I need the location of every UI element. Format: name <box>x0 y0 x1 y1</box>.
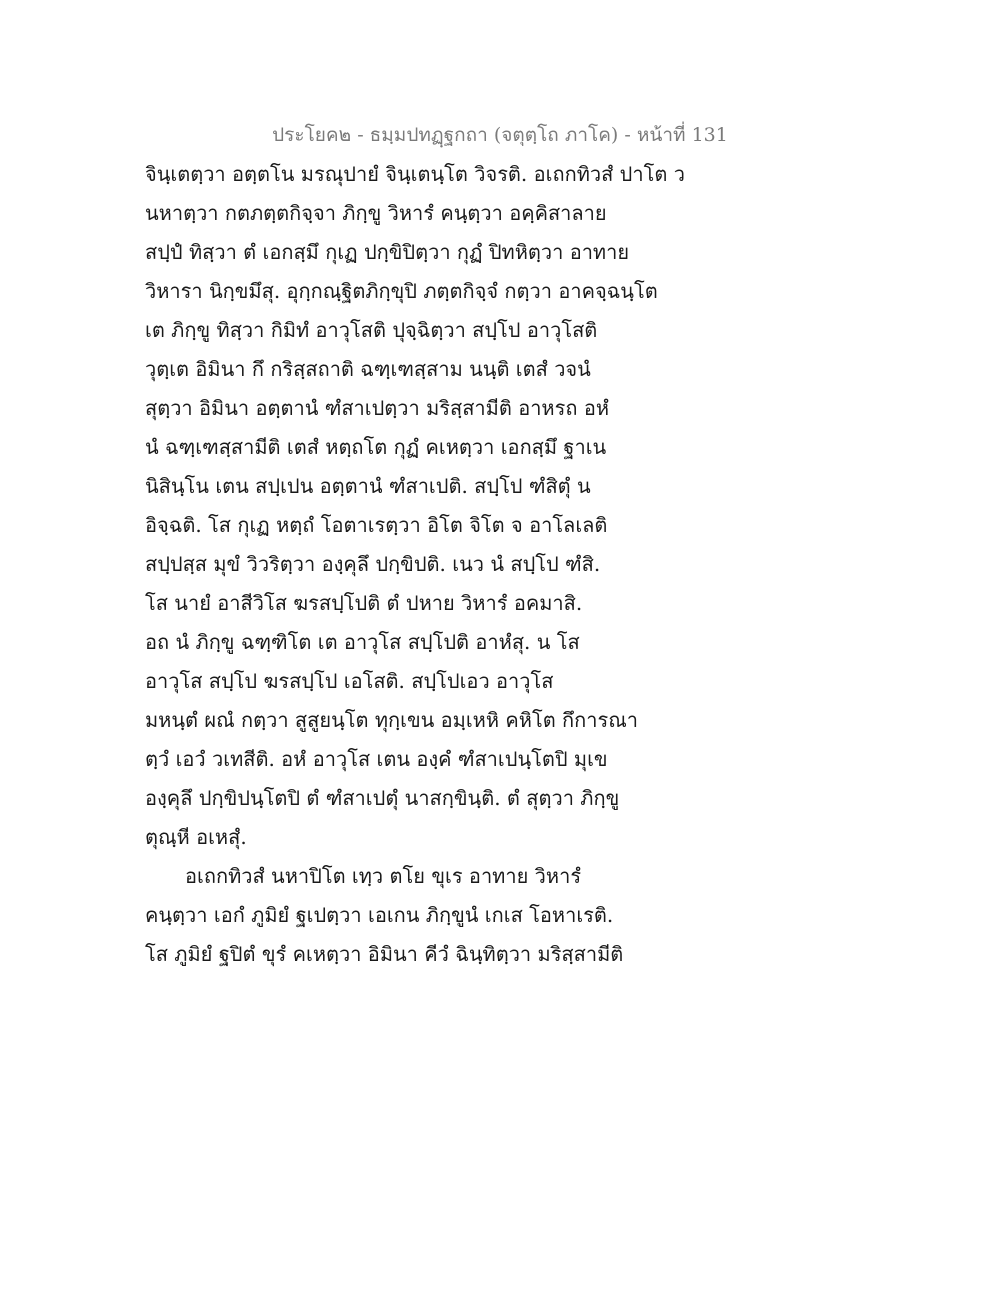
text-line: คนฺตฺวา เอกํ ภูมิยํ ฐเปตฺวา เอเกน ภิกฺขูนํ เกเส โอหาเรติ. <box>145 903 614 927</box>
text-line: ตฺวํ เอวํ วเทสีติ. อหํ อาวุโส เตน องฺคํ ฑํสาเปนฺโตปิ มุเข <box>145 747 608 771</box>
text-line: นํ ฉฑฺเฑสฺสามีติ เตสํ หตฺถโต กุฏํ คเหตฺวา เอกสฺมึ ฐาเน <box>145 435 607 459</box>
text-line: อเถกทิวสํ นหาปิโต เทฺว ตโย ขุเร อาทาย วิหารํ <box>185 864 582 888</box>
text-line: นหาตฺวา กตภตฺตกิจฺจา ภิกฺขู วิหารํ คนฺตฺวา อคฺคิสาลาย <box>145 201 607 225</box>
text-line: เต ภิกฺขู ทิสฺวา กิมิทํ อาวุโสติ ปุจฺฉิตฺวา สปฺโป อาวุโสติ <box>145 318 598 342</box>
text-line: สปฺปํ ทิสฺวา ตํ เอกสฺมึ กุเฏ ปกฺขิปิตฺวา กุฏํ ปิทหิตฺวา อาทาย <box>145 240 630 264</box>
text-line: อิจฺฉติ. โส กุเฏ หตฺถํ โอตาเรตฺวา อิโต จิโต จ อาโลเลติ <box>145 513 608 537</box>
body-text <box>145 155 705 974</box>
text-line: โส ภูมิยํ ฐปิตํ ขุรํ คเหตฺวา อิมินา คีวํ ฉินฺทิตฺวา มริสฺสามีติ <box>145 942 624 966</box>
text-line: วุตฺเต อิมินา กึ กริสฺสถาติ ฉฑฺเฑสฺสาม นนฺติ เตสํ วจนํ <box>145 357 591 381</box>
text-line: วิหารา นิกฺขมึสุ. อุกฺกณฺฐิตภิกฺขุปิ ภตฺตกิจฺจํ กตฺวา อาคจฺฉนฺโต <box>145 279 658 303</box>
text-line: องฺคุลึ ปกฺขิปนฺโตปิ ตํ ฑํสาเปตุํ นาสกฺขินฺติ. ตํ สุตฺวา ภิกฺขู <box>145 786 620 810</box>
text-line: สุตฺวา อิมินา อตฺตานํ ฑํสาเปตฺวา มริสฺสามีติ อาหรถ อหํ <box>145 396 610 420</box>
text-line: มหนฺตํ ผณํ กตฺวา สูสูยนฺโต ทุกฺเขน อมฺเหหิ คหิโต กึการณา <box>145 708 639 732</box>
text-line: ตุณฺหี อเหสุํ. <box>145 825 247 849</box>
text-line: โส นายํ อาสีวิโส ฆรสปฺโปติ ตํ ปหาย วิหารํ อคมาสิ. <box>145 591 583 615</box>
text-line: อถ นํ ภิกฺขู ฉฑฺฑิโต เต อาวุโส สปฺโปติ อาหํสุ. น โส <box>145 630 580 654</box>
text-line: อาวุโส สปฺโป ฆรสปฺโป เอโสติ. สปฺโปเอว อาวุโส <box>145 669 554 693</box>
text-line: นิสินฺโน เตน สปฺเปน อตฺตานํ ฑํสาเปติ. สปฺโป ฑํสิตุํ น <box>145 474 591 498</box>
text-line: สปฺปสฺส มุขํ วิวริตฺวา องฺคุลึ ปกฺขิปติ. เนว นํ สปฺโป ฑํสิ. <box>145 552 601 576</box>
running-header: ประโยค๒ - ธมฺมปทฏฺฐกถา (จตุตฺโถ ภาโค) - หน้าที่ 131 <box>272 124 728 146</box>
text-line: จินฺเตตฺวา อตฺตโน มรณุปายํ จินฺเตนฺโต วิจรติ. อเถกทิวสํ ปาโต ว <box>145 162 685 186</box>
